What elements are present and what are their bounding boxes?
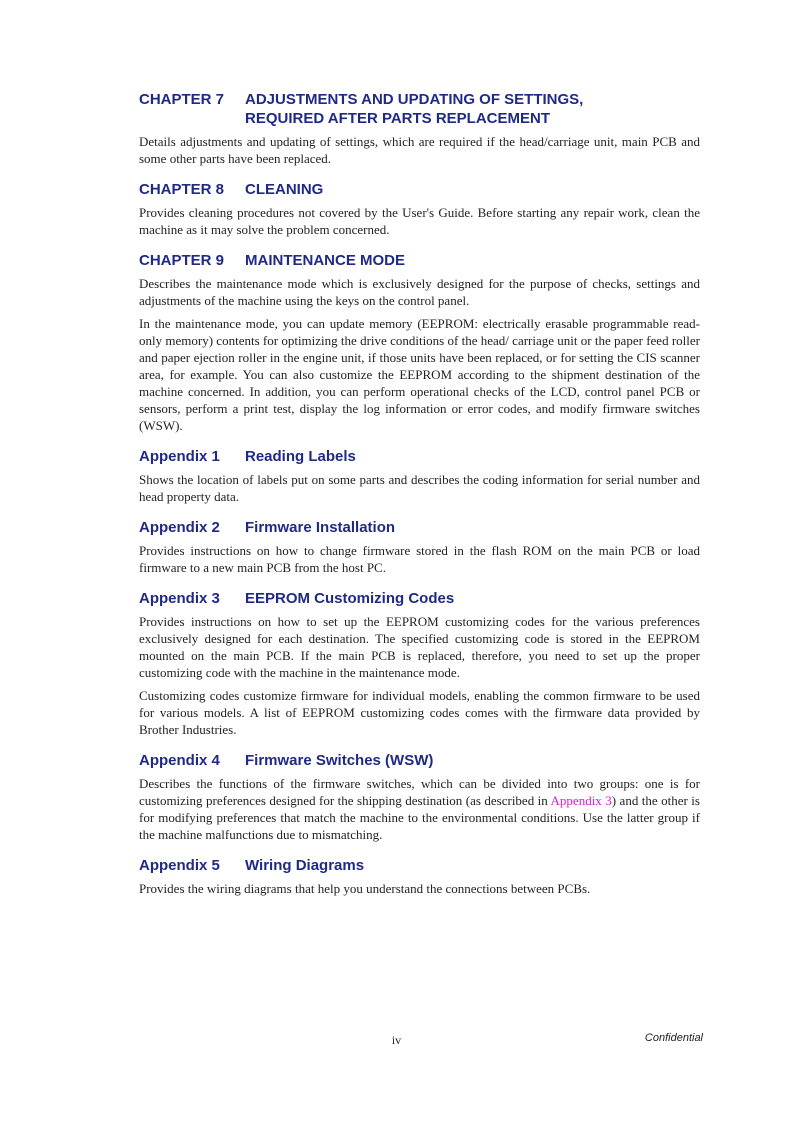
page-number: iv	[391, 1033, 402, 1047]
section-paragraph: Provides instructions on how to set up the EEPROM customizing codes for the various preferences exclusively designed for each destination. The specified customizing code is stored in the EEPROM mounted on the main PCB. If the main PCB is replaced, therefore, you need to set up the proper customizing code with the machine in the maintenance mode.	[139, 614, 700, 680]
section-chapter-9	[139, 251, 700, 434]
section-number: CHAPTER 7	[139, 91, 225, 108]
section-appendix-1	[139, 447, 700, 505]
section-paragraph: Describes the maintenance mode which is exclusively designed for the purpose of checks, settings and adjustments of the machine using the keys on the control panel.	[139, 276, 700, 308]
section-paragraph: Provides the wiring diagrams that help you understand the connections between PCBs.	[139, 881, 591, 896]
section-title-line: REQUIRED AFTER PARTS REPLACEMENT	[245, 110, 551, 127]
document-page	[139, 90, 700, 910]
section-chapter-7	[139, 90, 700, 167]
section-title: EEPROM Customizing Codes	[245, 590, 455, 607]
section-number: Appendix 4	[139, 752, 220, 769]
section-heading	[139, 589, 700, 608]
section-number: Appendix 2	[139, 519, 220, 536]
section-title: Firmware Installation	[245, 519, 396, 536]
section-number: Appendix 1	[139, 448, 220, 465]
section-number: CHAPTER 9	[139, 252, 225, 269]
section-appendix-3	[139, 589, 700, 738]
section-title: Reading Labels	[245, 448, 356, 465]
section-number: Appendix 5	[139, 857, 220, 874]
section-paragraph	[139, 775, 700, 843]
section-appendix-4	[139, 751, 700, 843]
section-paragraph: Provides cleaning procedures not covered by the User's Guide. Before starting any repair work, clean the machine as it may solve the problem concerned.	[139, 205, 700, 237]
section-number: CHAPTER 8	[139, 181, 225, 198]
section-heading	[139, 518, 700, 537]
section-appendix-2	[139, 518, 700, 576]
paragraph-text: Describes the functions of the firmware switches, which can be divided into two groups: one is for customizing preferences designed for the shipping destination (as described in	[139, 776, 700, 808]
section-title: CLEANING	[245, 181, 324, 198]
paragraph-text: ) and the other is for modifying preferences that match the machine to the environmental conditions. Use the latter group if the machine malfunctions due to mismatching.	[139, 793, 700, 842]
section-number: Appendix 3	[139, 590, 220, 607]
section-heading	[139, 856, 700, 875]
appendix-3-link[interactable]: Appendix 3	[550, 793, 612, 808]
section-paragraph: Customizing codes customize firmware for individual models, enabling the common firmware to be used for various models. A list of EEPROM customizing codes comes with the firmware data provided by Brother Industries.	[139, 688, 700, 737]
section-heading	[139, 90, 700, 128]
section-chapter-8	[139, 180, 700, 238]
section-paragraph: Details adjustments and updating of settings, which are required if the head/carriage unit, main PCB and some other parts have been replaced.	[139, 134, 700, 166]
section-title: Wiring Diagrams	[245, 857, 365, 874]
section-title: Firmware Switches (WSW)	[245, 752, 434, 769]
section-title-line: ADJUSTMENTS AND UPDATING OF SETTINGS,	[245, 91, 584, 108]
section-heading	[139, 180, 700, 199]
section-paragraph: Shows the location of labels put on some parts and describes the coding information for serial number and head property data.	[139, 472, 700, 504]
section-title: MAINTENANCE MODE	[245, 252, 405, 269]
section-appendix-5	[139, 856, 700, 897]
section-heading	[139, 251, 700, 270]
section-paragraph: In the maintenance mode, you can update memory (EEPROM: electrically erasable programmable read-only memory) contents for optimizing the drive conditions of the head/ carriage unit or the paper feed roller and paper ejection roller in the engine unit, if those units have been replaced, or for setting the CIS scanner area, for example. You can also customize the EEPROM according to the shipment destination of the machine concerned. In addition, you can perform operational checks of the LCD, control panel PCB or sensors, perform a print test, display the log information or error codes, and modify firmware switches (WSW).	[139, 316, 700, 433]
section-heading	[139, 447, 700, 466]
section-paragraph: Provides instructions on how to change firmware stored in the flash ROM on the main PCB or load firmware to a new main PCB from the host PC.	[139, 543, 700, 575]
confidential-label: Confidential	[644, 1032, 703, 1044]
section-title	[245, 90, 700, 128]
section-heading	[139, 751, 700, 770]
